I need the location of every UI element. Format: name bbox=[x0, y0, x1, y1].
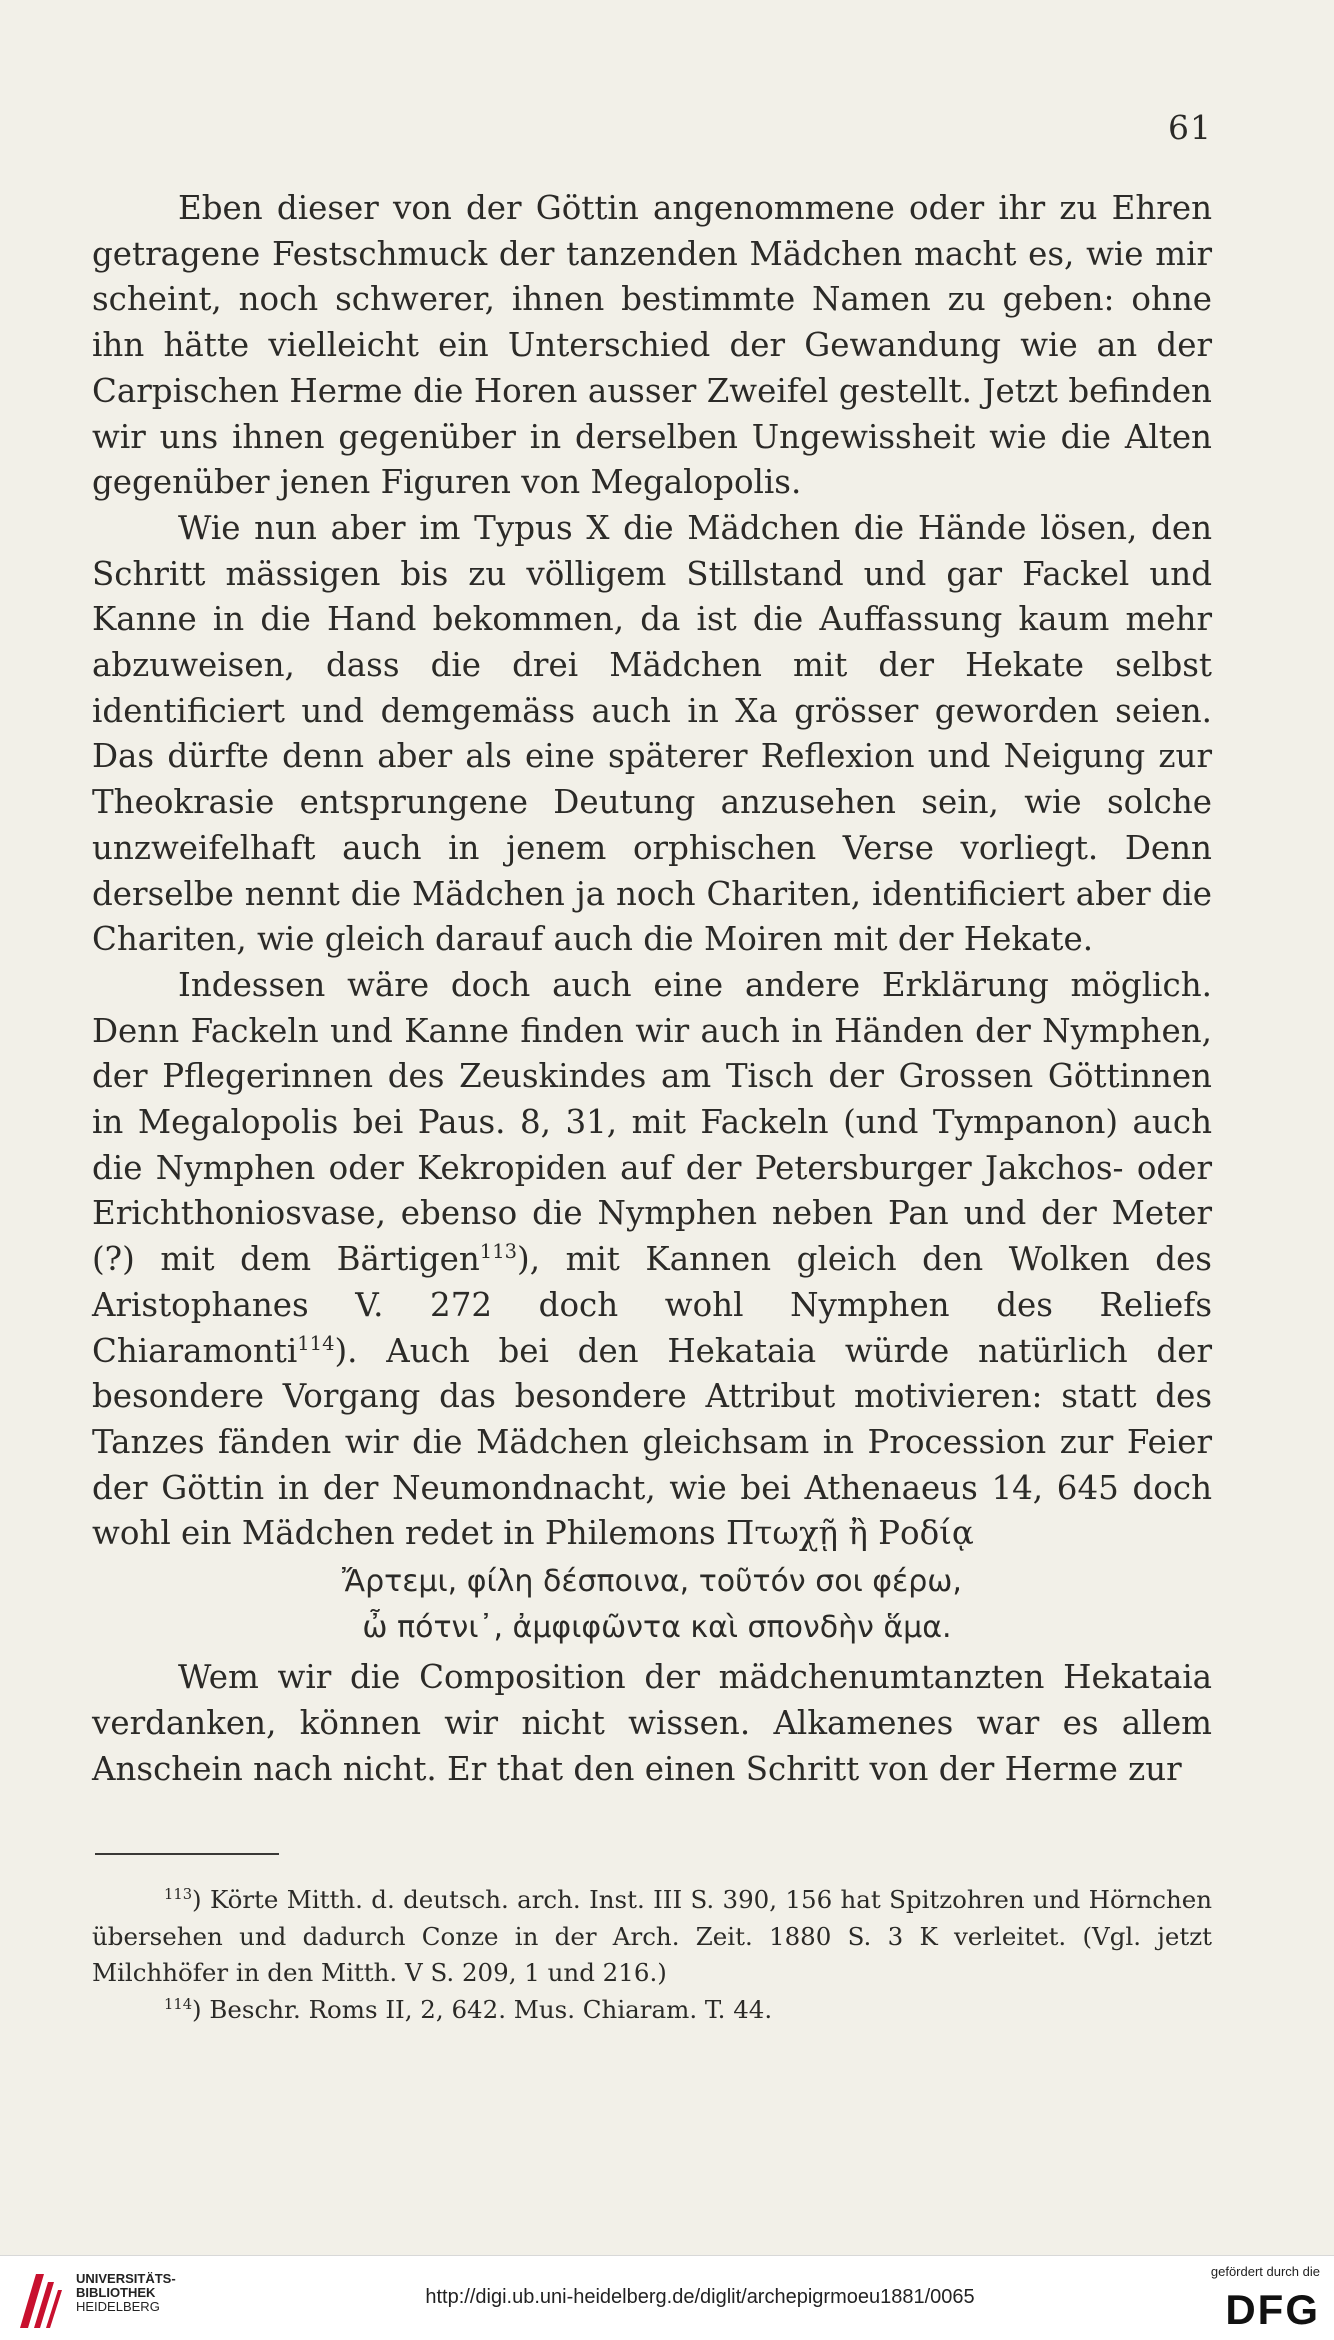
library-name-line-1: UNIVERSITÄTS- bbox=[76, 2271, 176, 2286]
paragraph-3-part-3: ). Auch bei den Hekataia würde natürlich der besondere Vorgang das besondere Attribut motivieren: statt des Tanzes fänden wir die Mädchen gleichsam in Procession zur Feier der Göttin in der Neumondnacht, wie bei Athenaeus 14, 645 doch wohl ein Mädchen redet in Philemons Πτωχῇ ἢ Ροδίᾳ bbox=[92, 1331, 1212, 1553]
permalink-url[interactable]: http://digi.ub.uni-heidelberg.de/diglit/archepigrmoeu1881/0065 bbox=[425, 2286, 975, 2308]
footnote-113-text: ) Körte Mitth. d. deutsch. arch. Inst. III S. 390, 156 hat Spitzohren und Hörnchen übersehen und dadurch Conze in der Arch. Zeit. 1880 S. 3 K verleitet. (Vgl. jetzt Milchhöfer in den Mitth. V S. 209, 1 und 216.) bbox=[92, 1885, 1212, 1987]
footnote-mark-114: 114 bbox=[164, 1995, 193, 2013]
footnotes bbox=[92, 1882, 1212, 2028]
footnote-mark-113: 113 bbox=[164, 1885, 193, 1903]
greek-quotation bbox=[92, 1559, 1212, 1651]
library-name-line-3: HEIDELBERG bbox=[76, 2299, 160, 2314]
funding-caption: gefördert durch die bbox=[1210, 2264, 1320, 2279]
footnote-113 bbox=[92, 1882, 1212, 1992]
footnote-114 bbox=[92, 1992, 1212, 2029]
paragraph-2: Wie nun aber im Typus X die Mädchen die Hände lösen, den Schritt mässigen bis zu völligem Stillstand und gar Fackel und Kanne in die Hand bekommen, da ist die Auffassung kaum mehr abzuweisen, dass die drei Mädchen mit der Hekate selbst identificiert und demgemäss auch in Xa grösser geworden seien. Das dürfte denn aber als eine späterer Reflexion und Neigung zur Theokrasie entsprungene Deutung anzusehen sein, wie solche unzweifelhaft auch in jenem orphischen Verse vorliegt. Denn derselbe nennt die Mädchen ja noch Chariten, identificiert aber die Chariten, wie gleich darauf auch die Moiren mit der Hekate. bbox=[92, 508, 1212, 959]
footnote-divider bbox=[95, 1853, 279, 1855]
paragraph-4: Wem wir die Composition der mädchenumtanzten Hekataia verdanken, können wir nicht wissen. Alkamenes war es allem Anschein nach nicht. Er that den einen Schritt von der Herme zur bbox=[92, 1658, 1212, 1788]
main-text bbox=[92, 186, 1212, 1792]
university-library-logo-icon bbox=[14, 2266, 66, 2334]
footer-bar bbox=[0, 2255, 1334, 2340]
paragraph-3-part-2: ), mit Kannen gleich den Wolken des Aristophanes V. 272 doch wohl Nymphen des Reliefs Chiaramonti bbox=[92, 1240, 1212, 1370]
paragraph-3-part-1: Indessen wäre doch auch eine andere Erklärung möglich. Denn Fackeln und Kanne finden wir auch in Händen der Nymphen, der Pflegerinnen des Zeuskindes am Tisch der Grossen Göttinnen in Megalopolis bei Paus. 8, 31, mit Fackeln (und Tympanon) auch die Nymphen oder Kekropiden auf der Petersburger Jakchos- oder Erichthoniosvase, ebenso die Nymphen neben Pan und der Meter (?) mit dem Bärtigen bbox=[92, 965, 1212, 1279]
greek-line-2: ὦ πότνι᾽, ἀμφιφῶντα καὶ σπονδὴν ἅμα. bbox=[362, 1610, 952, 1646]
paragraph-3 bbox=[92, 963, 1212, 1557]
dfg-logo: DFG bbox=[1225, 2286, 1320, 2333]
footnote-114-text: ) Beschr. Roms II, 2, 642. Mus. Chiaram. T. 44. bbox=[192, 1994, 773, 2024]
page-number: 61 bbox=[1168, 108, 1212, 147]
paragraph-1: Eben dieser von der Göttin angenommene oder ihr zu Ehren getragene Festschmuck der tanzenden Mädchen macht es, wie mir scheint, noch schwerer, ihnen bestimmte Namen zu geben: ohne ihn hätte vielleicht ein Unterschied der Gewandung wie an der Carpischen Herme die Horen ausser Zweifel gestellt. Jetzt befinden wir uns ihnen gegenüber in derselben Ungewissheit wie die Alten gegenüber jenen Figuren von Megalopolis. bbox=[92, 189, 1212, 502]
library-name bbox=[76, 2272, 176, 2314]
footnote-ref-113: 113 bbox=[479, 1240, 518, 1264]
footnote-ref-114: 114 bbox=[297, 1331, 335, 1355]
greek-line-1: Ἄρτεμι, φίλη δέσποινα, τοῦτόν σοι φέρω, bbox=[342, 1564, 962, 1600]
library-name-line-2: BIBLIOTHEK bbox=[76, 2285, 156, 2300]
